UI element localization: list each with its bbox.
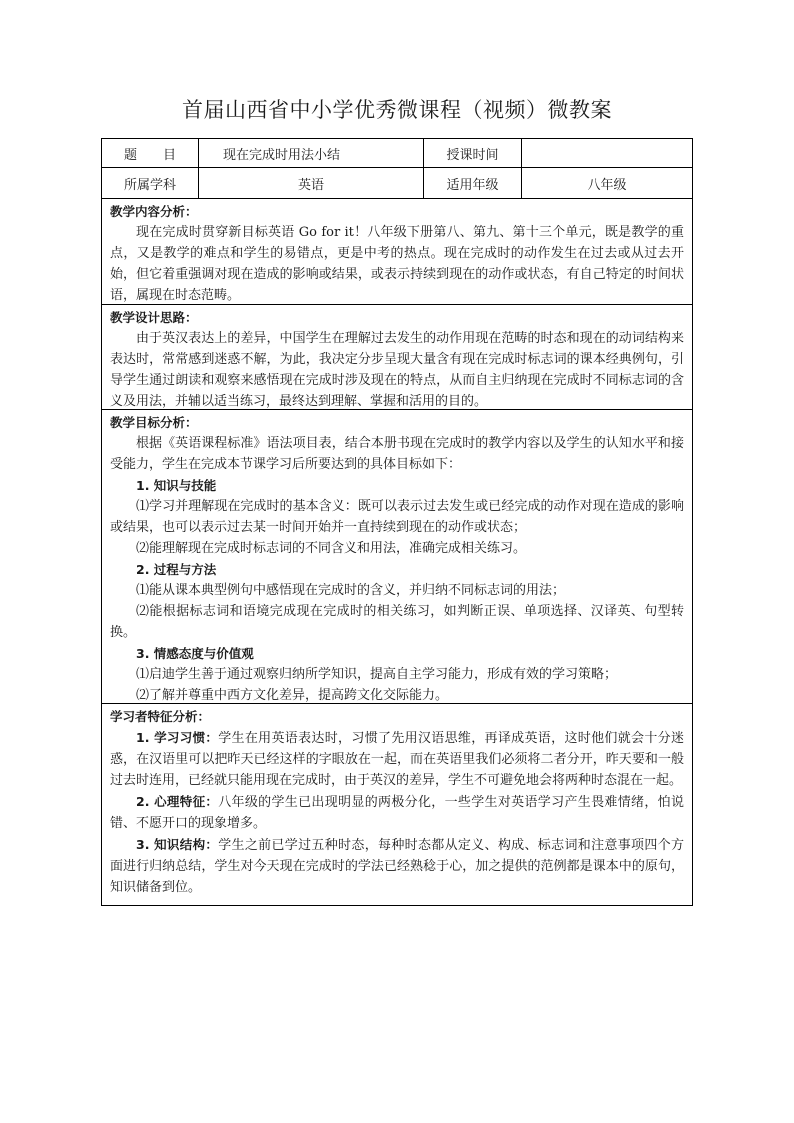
section-teaching-goals [102,409,692,703]
topic-value: 现在完成时用法小结 [199,139,424,167]
goals-intro: 根据《英语课程标准》语法项目表，结合本册书现在完成时的教学内容以及学生的认知水平和接受能力，学生在完成本节课学习后所要达到的具体目标如下： [110,436,684,472]
section-paragraph: 现在完成时贯穿新目标英语 Go for it！八年级下册第八、第九、第十三个单元，既是教学的重点，又是教学的难点和学生的易错点，更是中考的热点。现在完成时的动作发生在过去或从过去开始，但它着重强调对现在造成的影响或结果，或表示持续到现在的动作或状态，有自己特定的时间状语，属现在时态范畴。 [110,225,684,303]
goal-subheading-knowledge: 1. 知识与技能 [136,478,217,493]
learner-item-text: 八年级的学生已出现明显的两极分化，一些学生对英语学习产生畏难情绪，怕说错、不愿开口的现象增多。 [110,795,684,831]
goal-subheading-process: 2. 过程与方法 [136,562,217,577]
section-paragraph: 由于英汉表达上的差异，中国学生在理解过去发生的动作用现在范畴的时态和现在的动词结构来表达时，常常感到迷惑不解，为此，我决定分步呈现大量含有现在完成时标志词的课本经典例句，引导学生通过朗读和观察来感悟现在完成时涉及现在的特点，从而自主归纳现在完成时不同标志词的含义及用法，并辅以适当练习，最终达到理解、掌握和活用的目的。 [110,331,684,409]
learner-item-text: 学生之前已学过五种时态，每种时态都从定义、构成、标志词和注意事项四个方面进行归纳总结，学生对今天现在完成时的学法已经熟稔于心，加之提供的范例都是课本中的原句，知识储备到位。 [110,838,684,895]
goal-item: ⑵了解并尊重中西方文化差异，提高跨文化交际能力。 [136,688,449,703]
section-heading: 教学内容分析： [110,204,198,219]
lesson-plan-table [101,138,693,906]
section-content-analysis [102,199,692,304]
header-row-subject [102,168,692,199]
section-heading: 教学目标分析： [110,415,198,430]
header-row-topic [102,139,692,168]
label-subject: 所属学科 [102,168,199,198]
label-topic: 题 目 [102,139,199,167]
goal-subheading-attitude: 3. 情感态度与价值观 [136,646,254,661]
learner-item-lead: 2. 心理特征： [136,794,219,809]
learner-item-text: 学生在用英语表达时，习惯了先用汉语思维，再译成英语，这时他们就会十分迷惑，在汉语里可以把昨天已经这样的字眼放在一起，而在英语里我们必须将二者分开，昨天要和一般过去时连用，已经就只能用现在完成时，由于英汉的差异，学生不可避免地会将两种时态混在一起。 [110,731,684,788]
class-time-value [522,139,692,167]
goal-item: ⑴能从课本典型例句中感悟现在完成时的含义，并归纳不同标志词的用法； [136,583,566,598]
goal-item: ⑵能理解现在完成时标志词的不同含义和用法，准确完成相关练习。 [136,541,527,556]
goal-item: ⑵能根据标志词和语境完成现在完成时的相关练习，如判断正误、单项选择、汉译英、句型转换。 [110,604,684,640]
goal-item: ⑴启迪学生善于通过观察归纳所学知识，提高自主学习能力，形成有效的学习策略； [136,667,618,682]
learner-item [110,834,684,898]
goal-item: ⑴学习并理解现在完成时的基本含义：既可以表示过去发生或已经完成的动作对现在造成的影响或结果，也可以表示过去某一时间开始并一直持续到现在的动作或状态； [110,499,684,535]
subject-value: 英语 [199,168,424,198]
learner-item-lead: 3. 知识结构： [136,837,219,852]
section-heading: 教学设计思路： [110,310,198,325]
label-class-time: 授课时间 [424,139,522,167]
page-title: 首届山西省中小学优秀微课程（视频）微教案 [182,98,612,122]
section-design-ideas [102,304,692,409]
learner-item [110,727,684,791]
label-grade: 适用年级 [424,168,522,198]
learner-item-lead: 1. 学习习惯： [136,730,219,745]
section-learner-analysis [102,703,692,905]
section-heading: 学习者特征分析： [110,709,211,724]
learner-item [110,791,684,834]
grade-value: 八年级 [587,177,627,193]
